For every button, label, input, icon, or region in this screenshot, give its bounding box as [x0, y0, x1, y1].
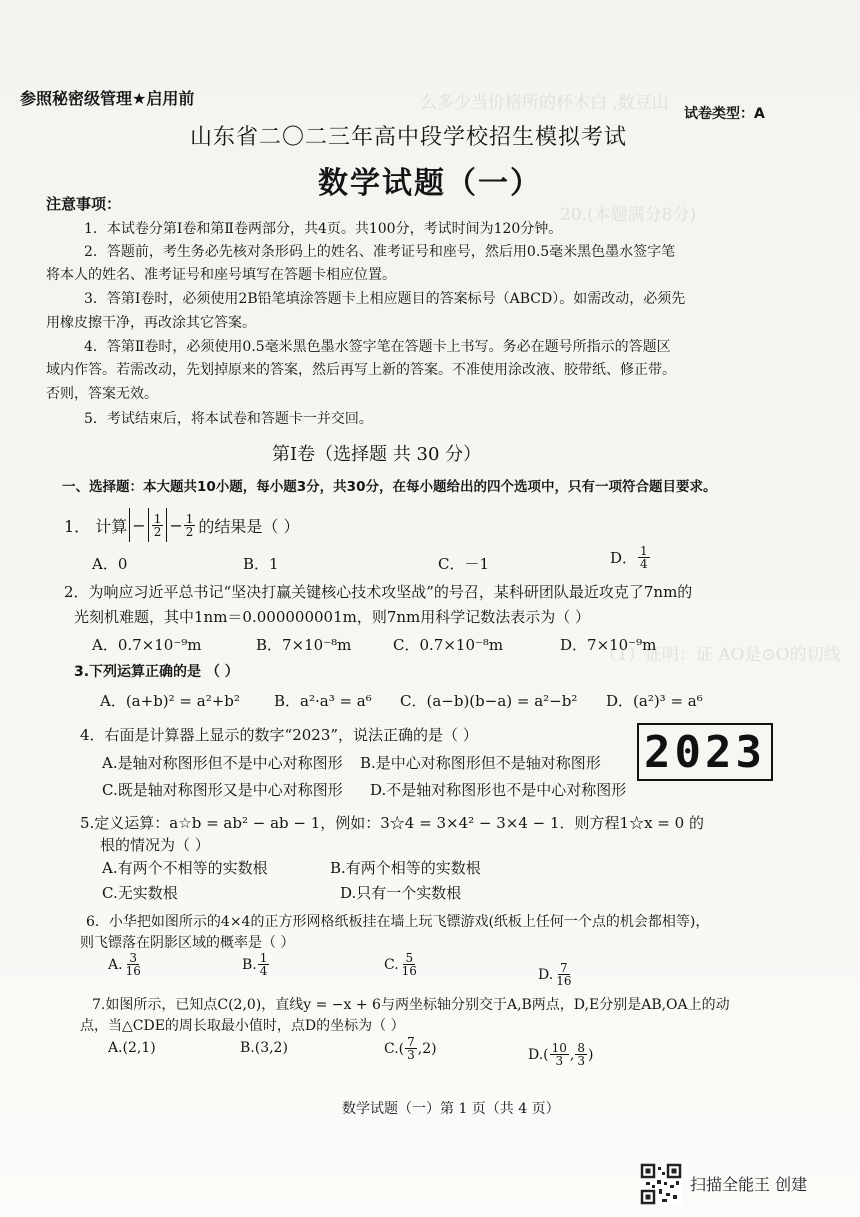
q7-option-c: C.( $\frac{7}{3}$ ,2)	[384, 1035, 437, 1062]
notes-heading: 注意事项：	[46, 195, 122, 213]
q5-option-c: C.无实数根	[102, 884, 178, 902]
qr-code-icon	[640, 1163, 682, 1205]
question-1	[64, 508, 299, 542]
note-item: 4．答第Ⅱ卷时，必须使用0.5毫米黑色墨水签字笔在答题卡上书写。务必在题号所指示的答题区	[84, 339, 671, 355]
q5-line2: 根的情况为（ ）	[100, 836, 210, 854]
note-item: 域内作答。若需改动，先划掉原来的答案，然后再写上新的答案。不准使用涂改液、胶带纸、修正带。	[46, 362, 676, 378]
q2-option-b: B．7×10⁻⁸m	[256, 636, 352, 654]
q6-option-c: C. $\frac{5}{16}$	[384, 951, 417, 978]
bleed-through-text: 么多少当价格所的杯木白 ,数豆山	[420, 93, 669, 113]
note-item: 5．考试结束后，将本试卷和答题卡一并交回。	[84, 411, 373, 427]
q1-stem-post: 的结果是（ ）	[198, 516, 300, 536]
q1-stem-pre: 1． 计算	[64, 516, 128, 536]
q6-option-d: D. $\frac{7}{16}$	[538, 961, 572, 988]
q6-option-b: B. $\frac{1}{4}$	[242, 951, 268, 978]
q5-option-b: B.有两个相等的实数根	[330, 859, 481, 877]
q5-option-a: A.有两个不相等的实数根	[102, 859, 268, 877]
q1-option-a: A．0	[92, 555, 128, 573]
q4-option-b: B.是中心对称图形但不是轴对称图形	[360, 754, 601, 772]
q3-option-a: A．(a+b)² = a²+b²	[100, 692, 240, 710]
calculator-display	[637, 723, 773, 781]
q7-line2: 点，当△CDE的周长取最小值时，点D的坐标为（ ）	[80, 1018, 405, 1034]
q4-option-d: D.不是轴对称图形也不是中心对称图形	[370, 781, 627, 799]
secret-label: 参照秘密级管理★启用前	[20, 89, 195, 108]
q2-option-c: C．0.7×10⁻⁸m	[393, 636, 504, 654]
q5-option-d: D.只有一个实数根	[340, 884, 462, 902]
note-item: 用橡皮擦干净，再改涂其它答案。	[46, 315, 256, 331]
note-item: 3．答第Ⅰ卷时，必须使用2B铅笔填涂答题卡上相应题目的答案标号（ABCD）。如需改动，必须先	[84, 291, 686, 307]
q7-option-d: D.( $\frac{10}{3}$ , $\frac{8}{3}$ )	[528, 1041, 594, 1068]
q3-stem: 3.下列运算正确的是 （ ）	[74, 664, 239, 680]
q3-option-c: C．(a−b)(b−a) = a²−b²	[400, 692, 578, 710]
note-item: 否则，答案无效。	[46, 386, 158, 402]
q3-option-b: B．a²·a³ = a⁶	[274, 692, 372, 710]
q2-option-d: D．7×10⁻⁹m	[560, 636, 657, 654]
q3-option-d: D．(a²)³ = a⁶	[606, 692, 703, 710]
note-item: 将本人的姓名、准考证号和座号填写在答题卡相应位置。	[46, 267, 396, 283]
q4-option-a: A.是轴对称图形但不是中心对称图形	[102, 754, 343, 772]
q2-line2: 光刻机难题，其中1nm＝0.000000001m，则7nm用科学记数法表示为（ ）	[74, 608, 591, 626]
exam-title: 山东省二〇二三年高中段学校招生模拟考试	[190, 125, 628, 150]
q5-line1: 5.定义运算：a☆b = ab² − ab − 1，例如：3☆4 = 3×4² − 3×4 − 1．则方程1☆x = 0 的	[80, 814, 704, 832]
q1-option-d: D． $\frac{1}{4}$	[610, 544, 648, 571]
subject-title: 数学试题（一）	[318, 166, 542, 201]
scanner-watermark: 扫描全能王 创建	[690, 1175, 808, 1194]
note-item: 1．本试卷分第Ⅰ卷和第Ⅱ卷两部分，共4页。共100分，考试时间为120分钟。	[84, 221, 563, 237]
section-title: 第Ⅰ卷（选择题 共 30 分）	[272, 444, 482, 465]
q2-option-a: A．0.7×10⁻⁹m	[92, 636, 202, 654]
bleed-through-text: 20.(本题满分8分)	[560, 205, 697, 225]
q6-line2: 则飞镖落在阴影区域的概率是（ ）	[80, 935, 295, 951]
abs-expression: − $\frac{1}{2}$ − $\frac{1}{2}$	[129, 508, 196, 542]
q4-option-c: C.既是轴对称图形又是中心对称图形	[102, 781, 343, 799]
calculator-digits: 2023	[644, 726, 766, 778]
q1-option-c: C．－1	[438, 555, 490, 573]
note-item: 2．答题前，考生务必先核对条形码上的姓名、准考证号和座号，然后用0.5毫米黑色墨水签字笔	[84, 244, 676, 260]
paper-type: 试卷类型：A	[684, 106, 765, 122]
section-instruction: 一、选择题：本大题共10小题，每小题3分，共30分，在每小题给出的四个选项中，只有一项符合题目要求。	[62, 479, 717, 495]
q2-line1: 2．为响应习近平总书记“坚决打赢关键核心技术攻坚战”的号召，某科研团队最近攻克了7nm的	[64, 583, 693, 601]
q6-option-a: A. $\frac{3}{16}$	[108, 951, 141, 978]
page-footer: 数学试题（一）第 1 页（共 4 页）	[342, 1101, 560, 1117]
q7-line1: 7.如图所示，已知点C(2,0)，直线y = −x + 6与两坐标轴分别交于A,B两点，D,E分别是AB,OA上的动	[92, 997, 730, 1013]
bleed-through-text: （1）证明：证 AO是⊙O的切线	[600, 645, 841, 665]
q6-line1: 6．小华把如图所示的4×4的正方形网格纸板挂在墙上玩飞镖游戏(纸板上任何一个点的机会都相等)，	[86, 914, 710, 930]
q1-option-b: B．1	[243, 555, 279, 573]
q7-option-b: B.(3,2)	[240, 1040, 288, 1056]
q7-option-a: A.(2,1)	[108, 1040, 156, 1056]
q4-stem: 4．右面是计算器上显示的数字“2023”，说法正确的是（ ）	[80, 726, 478, 744]
